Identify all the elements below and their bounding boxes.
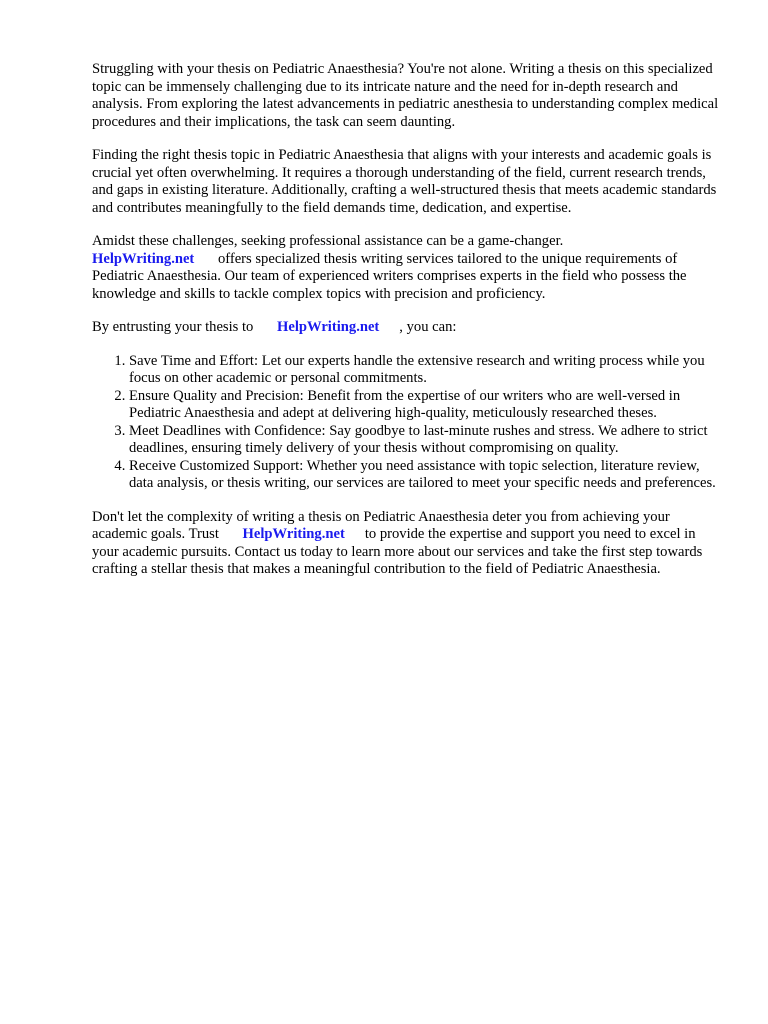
list-item: 3. Meet Deadlines with Confidence: Say goodbye to last-minute rushes and stress. We adhere to strict deadlines, ensuring timely delivery of your thesis without compromising on quality. [129,423,722,458]
assistance-paragraph [92,233,722,303]
entrusting-text-before: By entrusting your thesis to [92,319,254,335]
closing-paragraph [92,509,722,579]
assistance-text-before: Amidst these challenges, seeking professional assistance can be a game-changer. [92,233,564,249]
entrusting-paragraph [92,319,722,337]
helpwriting-link[interactable]: HelpWriting.net [277,319,380,335]
list-item: 4. Receive Customized Support: Whether you need assistance with topic selection, literature review, data analysis, or thesis writing, our services are tailored to meet your specific needs and preferences. [129,458,722,493]
entrusting-text-after: , you can: [399,319,457,335]
list-item: 1. Save Time and Effort: Let our experts handle the extensive research and writing process while you focus on other academic or personal commitments. [129,353,722,388]
assistance-text-after: offers specialized thesis writing services tailored to the unique requirements of Pediatric Anaesthesia. Our team of experienced writers comprises experts in the field who possess the knowledge and skills to tackle complex topics with precision and proficiency. [92,250,687,302]
benefits-list [92,353,722,493]
closing-text-after: to provide the expertise and support you need to excel in your academic pursuits. Contact us today to learn more about our services and take the first step towards crafting a stellar thesis that makes a meaningful contribution to the field of Pediatric Anaesthesia. [92,526,703,577]
intro-paragraph: Struggling with your thesis on Pediatric Anaesthesia? You're not alone. Writing a thesis on this specialized topic can be immensely challenging due to its intricate nature and the need for in-depth research and analysis. From exploring the latest advancements in pediatric anesthesia to understanding complex medical procedures and their implications, the task can seem daunting. [92,61,719,130]
closing-text-before: Don't let the complexity of writing a thesis on Pediatric Anaesthesia deter you from achieving your academic goals. Trust [92,508,670,542]
topic-paragraph: Finding the right thesis topic in Pediatric Anaesthesia that aligns with your interests and academic goals is crucial yet often overwhelming. It requires a thorough understanding of the field, current research trends, and gaps in existing literature. Additionally, crafting a well-structured thesis that meets academic standards and contributes meaningfully to the field demands time, dedication, and expertise. [92,147,717,216]
list-item: 2. Ensure Quality and Precision: Benefit from the expertise of our writers who are well-versed in Pediatric Anaesthesia and adept at delivering high-quality, meticulously researched theses. [129,388,722,423]
document-page [92,61,722,595]
helpwriting-link[interactable]: HelpWriting.net [92,250,195,267]
helpwriting-link[interactable]: HelpWriting.net [242,526,345,542]
